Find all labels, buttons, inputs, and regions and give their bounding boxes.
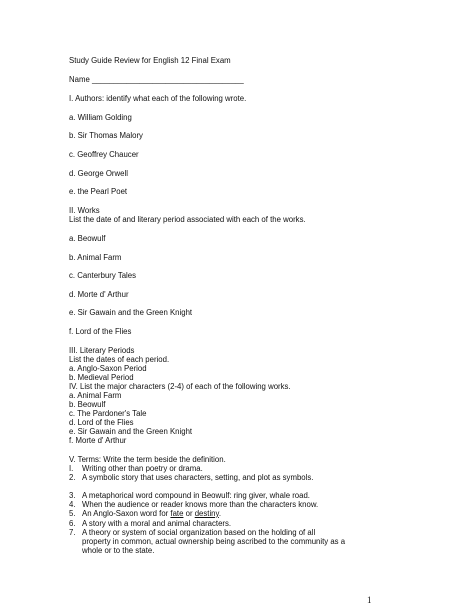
work-item: d. Morte d' Arthur xyxy=(69,290,129,299)
work-item: a. Beowulf xyxy=(69,234,106,243)
term-number: 6. xyxy=(69,519,76,528)
period-item: b. Medieval Period xyxy=(69,373,134,382)
term-definition-pre: An Anglo-Saxon word for xyxy=(82,509,171,518)
term-definition-post: . xyxy=(218,509,222,518)
section-3-heading: III. Literary Periods xyxy=(69,346,135,355)
term-number: I. xyxy=(69,464,74,473)
name-line: Name ___________________________________ xyxy=(69,75,244,84)
term-definition: A symbolic story that uses characters, setting, and plot as symbols. xyxy=(82,473,314,482)
term-number: 2. xyxy=(69,473,76,482)
term-definition: A theory or system of social organization based on the holding of all xyxy=(82,528,316,537)
term-item xyxy=(69,509,221,519)
character-work-item: b. Beowulf xyxy=(69,400,106,409)
section-3-instructions: List the dates of each period. xyxy=(69,355,170,364)
section-1-heading: I. Authors: identify what each of the following wrote. xyxy=(69,94,247,103)
term-number: 5. xyxy=(69,509,76,518)
author-item: e. the Pearl Poet xyxy=(69,187,128,196)
character-work-item: c. The Pardoner's Tale xyxy=(69,409,147,418)
author-item: d. George Orwell xyxy=(69,169,128,178)
page-number: 1 xyxy=(367,595,372,605)
term-item xyxy=(69,473,313,483)
term-definition-continued: property in common, actual ownership being ascribed to the community as a xyxy=(82,537,346,546)
section-5-heading: V. Terms: Write the term beside the definition. xyxy=(69,455,226,464)
work-item: b. Animal Farm xyxy=(69,253,122,262)
author-item: a. William Golding xyxy=(69,113,132,122)
work-item: c. Canterbury Tales xyxy=(69,271,137,280)
work-item: e. Sir Gawain and the Green Knight xyxy=(69,308,193,317)
document-title: Study Guide Review for English 12 Final Exam xyxy=(69,56,231,65)
term-definition: When the audience or reader knows more than the characters know. xyxy=(82,500,319,509)
term-word-destiny: destiny xyxy=(194,509,219,518)
term-number: 4. xyxy=(69,500,76,509)
term-definition: A metaphorical word compound in Beowulf: ring giver, whale road. xyxy=(82,491,310,500)
character-work-item: a. Animal Farm xyxy=(69,391,122,400)
term-definition: Writing other than poetry or drama. xyxy=(82,464,203,473)
term-number: 3. xyxy=(69,491,76,500)
term-definition-mid: or xyxy=(183,509,195,518)
term-word-fate: fate xyxy=(170,509,184,518)
author-item: c. Geoffrey Chaucer xyxy=(69,150,139,159)
term-number: 7. xyxy=(69,528,76,537)
work-item: f. Lord of the Flies xyxy=(69,327,132,336)
section-2-instructions: List the date of and literary period associated with each of the works. xyxy=(69,215,306,224)
term-definition: A story with a moral and animal characters. xyxy=(82,519,232,528)
section-4-heading: IV. List the major characters (2-4) of each of the following works. xyxy=(69,382,291,391)
period-item: a. Anglo-Saxon Period xyxy=(69,364,147,373)
character-work-item: d. Lord of the Flies xyxy=(69,418,134,427)
term-definition-continued: whole or to the state. xyxy=(82,546,155,555)
character-work-item: e. Sir Gawain and the Green Knight xyxy=(69,427,193,436)
author-item: b. Sir Thomas Malory xyxy=(69,131,143,140)
section-2-heading: II. Works xyxy=(69,206,100,215)
character-work-item: f. Morte d' Arthur xyxy=(69,436,127,445)
